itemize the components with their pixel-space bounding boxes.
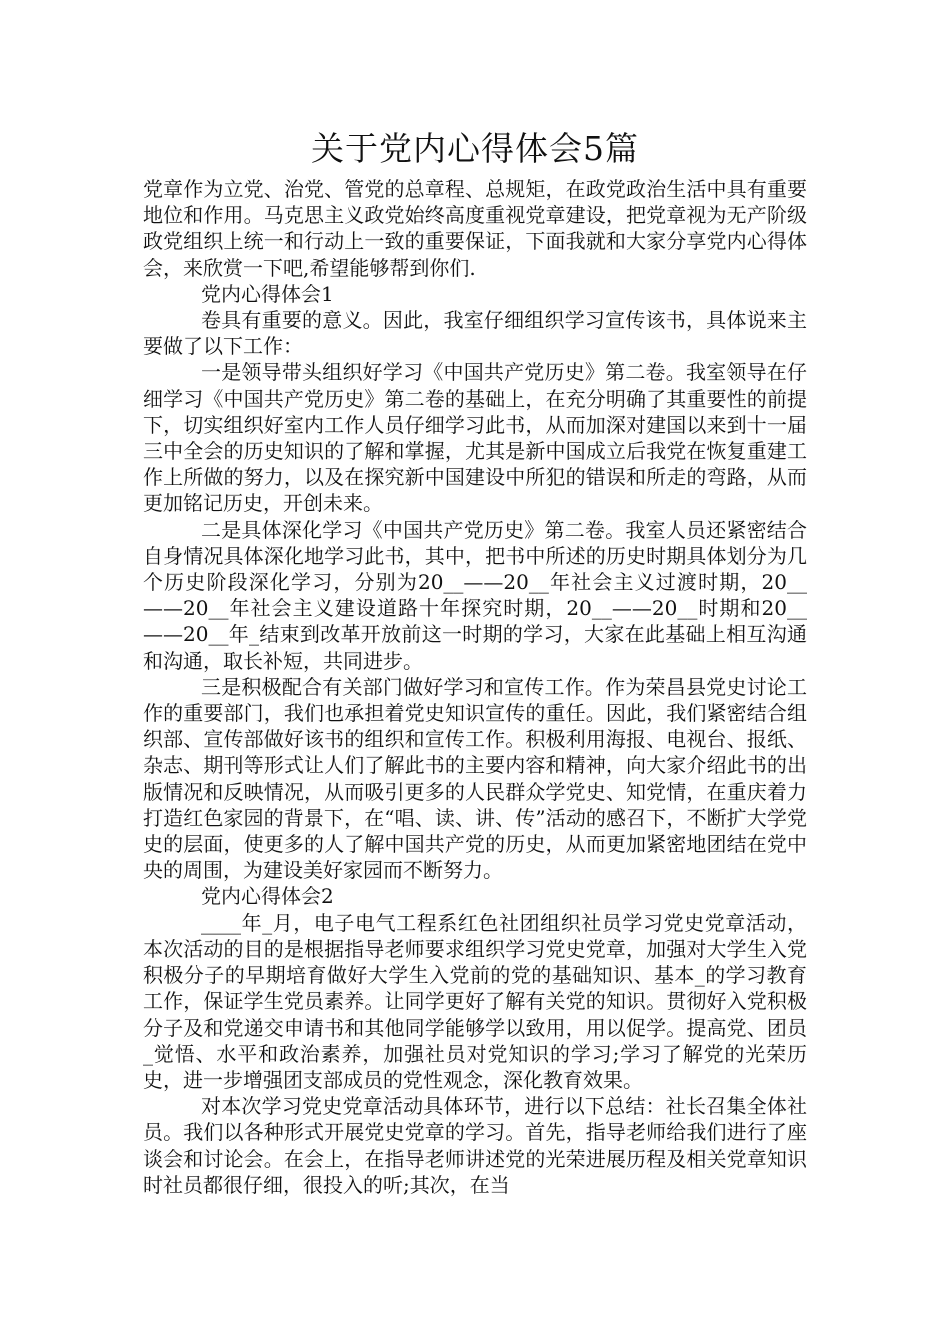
paragraph: 二是具体深化学习《中国共产党历史》第二卷。我室人员还紧密结合自身情况具体深化地学习此书，其中，把书中所述的历史时期具体划分为几个历史阶段深化学习，分别为20__——20__年社会主义过渡时期，20__——20__年社会主义建设道路十年探究时期，20__——20__时期和20__——20__年_结束到改革开放前这一时期的学习，大家在此基础上相互沟通和沟通，取长补短，共同进步。 bbox=[143, 517, 807, 673]
section-heading-2: 党内心得体会2 bbox=[201, 884, 334, 909]
paragraph: 对本次学习党史党章活动具体环节，进行以下总结：社长召集全体社员。我们以各种形式开展党史党章的学习。首先，指导老师给我们进行了座谈会和讨论会。在会上，在指导老师讲述党的光荣进展历程及相关党章知识时社员都很仔细，很投入的听;其次，在当 bbox=[143, 1094, 807, 1197]
paragraph: ____年_月，电子电气工程系红色社团组织社员学习党史党章活动，本次活动的目的是根据指导老师要求组织学习党史党章，加强对大学生入党积极分子的早期培育做好大学生入党前的党的基础知识、基本_的学习教育工作，保证学生党员素养。让同学更好了解有关党的知识。贯彻好入党积极分子及和党递交申请书和其他同学能够学以致用，用以促学。提高党、团员_觉悟、水平和政治素养，加强社员对党知识的学习;学习了解党的光荣历史，进一步增强团支部成员的党性观念，深化教育效果。 bbox=[143, 910, 807, 1092]
document-title: 关于党内心得体会5篇 bbox=[311, 129, 639, 168]
document-body bbox=[143, 176, 807, 1198]
paragraph: 三是积极配合有关部门做好学习和宣传工作。作为荣昌县党史讨论工作的重要部门，我们也承担着党史知识宣传的重任。因此，我们紧密结合组织部、宣传部做好该书的组织和宣传工作。积极利用海报、电视台、报纸、杂志、期刊等形式让人们了解此书的主要内容和精神，向大家介绍此书的出版情况和反映情况，从而吸引更多的人民群众学党史、知党情，在重庆着力打造红色家园的背景下，在“唱、读、讲、传”活动的感召下，不断扩大学党史的层面，使更多的人了解中国共产党的历史，从而更加紧密地团结在党中央的周围，为建设美好家园而不断努力。 bbox=[143, 674, 807, 883]
paragraph: 一是领导带头组织好学习《中国共产党历史》第二卷。我室领导在仔细学习《中国共产党历史》第二卷的基础上，在充分明确了其重要性的前提下，切实组织好室内工作人员仔细学习此书，从而加深对建国以来到十一届三中全会的历史知识的了解和掌握，尤其是新中国成立后我党在恢复重建工作上所做的努力，以及在探究新中国建设中所犯的错误和所走的弯路，从而更加铭记历史，开创未来。 bbox=[143, 360, 807, 516]
paragraph: 卷具有重要的意义。因此，我室仔细组织学习宣传该书，具体说来主要做了以下工作： bbox=[143, 308, 807, 359]
section-heading-1: 党内心得体会1 bbox=[201, 281, 334, 306]
paragraph-intro: 党章作为立党、治党、管党的总章程、总规矩，在政党政治生活中具有重要地位和作用。马克思主义政党始终高度重视党章建设，把党章视为无产阶级政党组织上统一和行动上一致的重要保证，下面我就和大家分享党内心得体会，来欣赏一下吧,希望能够帮到你们. bbox=[143, 177, 807, 280]
